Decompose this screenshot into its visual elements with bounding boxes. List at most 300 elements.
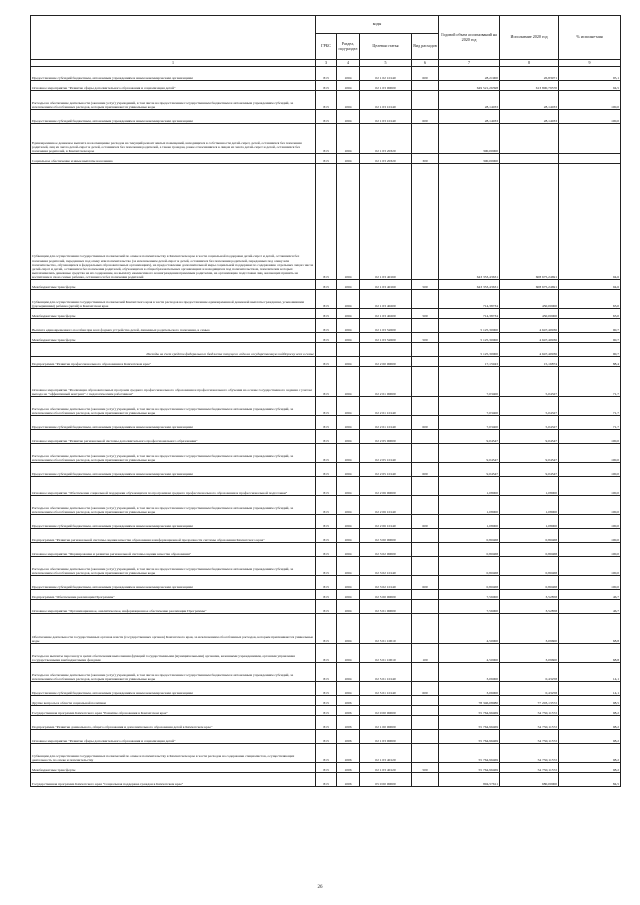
row-grbs: 813 xyxy=(316,81,337,91)
row-razdel: 1004 xyxy=(337,333,360,343)
row-name: Предоставление субсидий бюджетным, автономным учреждениям и иным некоммерческим организациям xyxy=(31,463,316,477)
table-row xyxy=(31,333,621,343)
row-fact: 9,04547 xyxy=(500,430,559,444)
row-razdel: 1004 xyxy=(337,477,360,496)
page-number: 26 xyxy=(317,885,323,890)
row-fact: 0,80468 xyxy=(500,543,559,557)
row-vid xyxy=(412,343,439,357)
row-target: 05 0 00 00000 xyxy=(360,773,412,787)
row-plan: 0,80468 xyxy=(439,543,500,557)
row-target: 02 1 03 40200 xyxy=(360,309,412,319)
table-row xyxy=(31,477,621,496)
table-row xyxy=(31,430,621,444)
row-plan: 300,00000 xyxy=(439,154,500,164)
row-fact: 613 800,79570 xyxy=(500,81,559,91)
row-pct: 14,1 xyxy=(559,663,621,682)
row-razdel: 1004 xyxy=(337,663,360,682)
row-fact: 0,80468 xyxy=(500,529,559,543)
row-fact: 0,43258 xyxy=(500,682,559,696)
row-grbs: 813 xyxy=(316,124,337,154)
row-pct: 63,0 xyxy=(559,290,621,309)
row-razdel: 1006 xyxy=(337,716,360,730)
row-target: 02 3 00 00000 xyxy=(360,529,412,543)
row-grbs: 813 xyxy=(316,644,337,663)
row-grbs: 813 xyxy=(316,280,337,290)
row-razdel: 1004 xyxy=(337,124,360,154)
row-pct: 90,7 xyxy=(559,319,621,333)
row-name: Субвенции для осуществления государственных полномочий Камчатского края в части расходов на предоставление единовременной денежной выплаты гражданам, усыновившим (удочерившим) ребенка (детей) в Камчатском крае xyxy=(31,290,316,309)
row-plan: 5 125,30000 xyxy=(439,343,500,357)
row-razdel: 1004 xyxy=(337,290,360,309)
row-vid xyxy=(412,696,439,706)
row-vid: 600 xyxy=(412,416,439,430)
row-target: 02 3 02 00000 xyxy=(360,543,412,557)
row-razdel: 1004 xyxy=(337,154,360,164)
table-row xyxy=(31,773,621,787)
table-row xyxy=(31,319,621,333)
row-pct: 100,0 xyxy=(559,557,621,576)
row-pct: 68,8 xyxy=(559,614,621,644)
row-vid xyxy=(412,614,439,644)
row-vid xyxy=(412,663,439,682)
row-target: 02 5 01 10140 xyxy=(360,682,412,696)
row-grbs: 813 xyxy=(316,430,337,444)
table-row xyxy=(31,124,621,154)
row-pct: 100,0 xyxy=(559,515,621,529)
index-cell: 5 xyxy=(360,60,412,67)
header-vid: Вид расходов xyxy=(412,34,439,60)
row-plan: 300,00000 xyxy=(439,124,500,154)
row-target: 02 2 06 10140 xyxy=(360,515,412,529)
row-vid: 500 xyxy=(412,309,439,319)
row-target: 02 1 03 40120 xyxy=(360,763,412,773)
row-grbs: 813 xyxy=(316,663,337,682)
row-target: 02 0 00 00000 xyxy=(360,706,412,716)
row-target: 02 3 02 10140 xyxy=(360,557,412,576)
row-vid xyxy=(412,744,439,763)
row-plan: 643 353,43631 xyxy=(439,164,500,280)
row-grbs: 813 xyxy=(316,367,337,397)
row-razdel: 1004 xyxy=(337,444,360,463)
row-pct xyxy=(559,124,621,154)
row-razdel xyxy=(337,343,360,357)
header-target: Целевая статья xyxy=(360,34,412,60)
row-fact: 0,80468 xyxy=(500,557,559,576)
row-pct: 68,8 xyxy=(559,644,621,663)
row-razdel: 1006 xyxy=(337,744,360,763)
table-row xyxy=(31,309,621,319)
row-fact: 1,08000 xyxy=(500,477,559,496)
row-fact: 608 675,24691 xyxy=(500,164,559,280)
row-name: Основное мероприятие "Организационное, аналитическое, информационное обеспечение реализации Программы" xyxy=(31,600,316,614)
row-target: 02 5 01 00000 xyxy=(360,600,412,614)
row-plan: 643 353,43631 xyxy=(439,280,500,290)
row-target: 02 5 01 10010 xyxy=(360,614,412,644)
row-razdel: 1006 xyxy=(337,696,360,706)
row-name: Субвенции для осуществления государственных полномочий по опеке и попечительству в Камчатском крае в части социальной поддержки детей-сирот и детей, оставшихся без попечения родителей, переданных под опеку или попечительство (за исключением детей-сирот и детей, оставшихся без попечения родителей, переданных под опеку или попечительство, обучающихся в федеральных образовательных организациях), на предоставление дополнительной меры социальной поддержки по содержанию отдельных лиц из числа детей-сирот и детей, оставшихся без попечения родителей, обучающихся в общеобразовательных организациях и находящихся под попечительством, попечителем которых выплачивались денежные средства на их содержание, на выплату ежемесячного вознаграждения приемным родителям, на организацию подготовки лиц, желающих принять на воспитание в свою семью ребенка, оставшегося без попечения родителей xyxy=(31,164,316,280)
row-target: 02 1 03 40120 xyxy=(360,744,412,763)
row-target: 02 1 03 10140 xyxy=(360,110,412,124)
row-plan: 17,15943 xyxy=(439,357,500,367)
row-name: Расходы на обеспечение деятельности (оказание услуг) учреждений, в том числе на предоставление государственным бюджетным и автономным учреждениям субсидий, за исключением обособленных расходов, которым присваиваются уникальные коды xyxy=(31,496,316,515)
row-grbs: 813 xyxy=(316,67,337,81)
row-vid: 600 xyxy=(412,110,439,124)
row-plan: 1,08000 xyxy=(439,496,500,515)
row-plan: 0,80468 xyxy=(439,557,500,576)
table-row xyxy=(31,644,621,663)
row-fact: 4 647,40936 xyxy=(500,343,559,357)
row-vid xyxy=(412,590,439,600)
index-cell: 8 xyxy=(500,60,559,67)
row-name: Межбюджетные трансферты xyxy=(31,280,316,290)
row-vid xyxy=(412,81,439,91)
row-target: 02 2 06 00000 xyxy=(360,477,412,496)
table-row xyxy=(31,91,621,110)
row-fact: 5,04327 xyxy=(500,416,559,430)
row-name: Основное мероприятие "Развитие региональной системы дополнительного профессионального образования" xyxy=(31,430,316,444)
row-pct: 46,7 xyxy=(559,590,621,600)
row-name: Предоставление субсидий бюджетным, автономным учреждениям и иным некоммерческим организациям xyxy=(31,515,316,529)
row-fact: 450,00000 xyxy=(500,290,559,309)
row-razdel: 1004 xyxy=(337,416,360,430)
table-row xyxy=(31,614,621,644)
header-codes: коды xyxy=(316,16,439,34)
row-target: 02 3 02 10140 xyxy=(360,576,412,590)
row-plan: 0,80468 xyxy=(439,529,500,543)
row-vid xyxy=(412,557,439,576)
row-vid xyxy=(412,91,439,110)
row-plan: 9,04547 xyxy=(439,430,500,444)
row-plan: 714,38734 xyxy=(439,309,500,319)
row-grbs: 813 xyxy=(316,716,337,730)
row-razdel: 1004 xyxy=(337,367,360,397)
row-target: 02 2 00 00000 xyxy=(360,357,412,367)
row-pct: 63,0 xyxy=(559,309,621,319)
row-plan: 0,80468 xyxy=(439,576,500,590)
table-row xyxy=(31,280,621,290)
row-pct: 90,7 xyxy=(559,333,621,343)
row-grbs: 813 xyxy=(316,110,337,124)
row-vid xyxy=(412,164,439,280)
row-name: Расходы на обеспечение деятельности (оказание услуг) учреждений, в том числе на предоставление государственным бюджетным и автономным учреждениям субсидий, за исключением обособленных расходов, которым присваиваются уникальные коды xyxy=(31,91,316,110)
row-vid xyxy=(412,319,439,333)
row-plan: 55 764,96469 xyxy=(439,730,500,744)
row-razdel: 1004 xyxy=(337,357,360,367)
row-target: 02 2 01 10140 xyxy=(360,397,412,416)
row-grbs: 813 xyxy=(316,357,337,367)
header-razdel: Раздел, под-раздел xyxy=(337,34,360,60)
row-target: 02 1 03 20320 xyxy=(360,124,412,154)
row-grbs: 813 xyxy=(316,477,337,496)
row-plan: 78 346,08080 xyxy=(439,696,500,706)
row-target: 02 1 00 00000 xyxy=(360,716,412,730)
table-row xyxy=(31,543,621,557)
row-plan: 28,14033 xyxy=(439,110,500,124)
row-target: 02 1 03 52600 xyxy=(360,333,412,343)
table-row xyxy=(31,154,621,164)
table-row xyxy=(31,463,621,477)
row-vid: 500 xyxy=(412,280,439,290)
row-pct: 14,1 xyxy=(559,682,621,696)
table-row xyxy=(31,663,621,682)
row-pct: 98,2 xyxy=(559,730,621,744)
row-target: 02 1 03 20320 xyxy=(360,154,412,164)
row-grbs: 813 xyxy=(316,730,337,744)
table-row xyxy=(31,557,621,576)
row-fact: 15,16874 xyxy=(500,357,559,367)
row-fact: 28,14033 xyxy=(500,110,559,124)
row-pct: 71,7 xyxy=(559,416,621,430)
row-fact: 4 647,40936 xyxy=(500,333,559,343)
row-plan: 714,38734 xyxy=(439,290,500,309)
budget-table-sheet xyxy=(30,15,620,787)
row-fact: 450,00000 xyxy=(500,309,559,319)
row-pct: 100,0 xyxy=(559,496,621,515)
row-razdel: 1004 xyxy=(337,430,360,444)
column-index-row xyxy=(31,60,621,67)
row-pct: 94,6 xyxy=(559,280,621,290)
header-grbs: ГРБС xyxy=(316,34,337,60)
table-row xyxy=(31,444,621,463)
row-grbs: 813 xyxy=(316,706,337,716)
row-vid xyxy=(412,397,439,416)
row-pct: 90,7 xyxy=(559,343,621,357)
row-fact: 1,08000 xyxy=(500,515,559,529)
row-vid xyxy=(412,773,439,787)
row-vid: 300 xyxy=(412,154,439,164)
row-target: 02 1 03 00000 xyxy=(360,730,412,744)
table-row xyxy=(31,397,621,416)
row-razdel: 1004 xyxy=(337,557,360,576)
row-vid: 600 xyxy=(412,463,439,477)
row-grbs: 813 xyxy=(316,309,337,319)
row-fact: 5,04327 xyxy=(500,367,559,397)
row-razdel: 1004 xyxy=(337,397,360,416)
row-grbs: 813 xyxy=(316,744,337,763)
row-plan: 7,03400 xyxy=(439,397,500,416)
row-target: 02 1 03 40160 xyxy=(360,280,412,290)
row-name: Социальное обеспечение и иные выплаты населению xyxy=(31,154,316,164)
row-razdel: 1004 xyxy=(337,600,360,614)
row-name: Государственная программа Камчатского края "Развитие образования в Камчатском крае" xyxy=(31,706,316,716)
row-fact: 0,43258 xyxy=(500,663,559,682)
index-cell: 1 xyxy=(31,60,316,67)
row-razdel: 1004 xyxy=(337,319,360,333)
table-row xyxy=(31,744,621,763)
index-cell: 6 xyxy=(412,60,439,67)
row-razdel: 1004 xyxy=(337,515,360,529)
row-pct xyxy=(559,154,621,164)
row-vid xyxy=(412,124,439,154)
row-pct: 84,5 xyxy=(559,773,621,787)
row-name: Предоставление субсидий бюджетным, автономным учреждениям и иным некоммерческим организациям xyxy=(31,682,316,696)
row-fact: 5,04327 xyxy=(500,397,559,416)
row-vid xyxy=(412,496,439,515)
table-body xyxy=(31,67,621,787)
row-name: Предоставление субсидий бюджетным, автономным учреждениям и иным некоммерческим организациям xyxy=(31,576,316,590)
row-plan: 4,50000 xyxy=(439,614,500,644)
row-fact: 54 750,11572 xyxy=(500,706,559,716)
row-pct: 95,1 xyxy=(559,67,621,81)
row-fact: 680,00000 xyxy=(500,773,559,787)
row-plan: 28,21900 xyxy=(439,67,500,81)
row-name: Субвенции для осуществления государственных полномочий по опеке и попечительству в Камчатском крае в части расходов на содержание специалистов, осуществляющих деятельность по опеке и попечительству xyxy=(31,744,316,763)
row-pct: 100,0 xyxy=(559,576,621,590)
row-fact: 54 750,11572 xyxy=(500,730,559,744)
row-pct: 98,5 xyxy=(559,696,621,706)
row-plan: 3,06000 xyxy=(439,682,500,696)
table-row xyxy=(31,81,621,91)
row-fact: 3,09600 xyxy=(500,644,559,663)
row-vid: 100 xyxy=(412,644,439,663)
row-plan: 7,56000 xyxy=(439,590,500,600)
row-fact xyxy=(500,154,559,164)
row-name: Основное мероприятие "Формирование и развитие региональной системы оценки качества образования" xyxy=(31,543,316,557)
index-cell: 7 xyxy=(439,60,500,67)
row-plan: 3,06000 xyxy=(439,663,500,682)
row-pct: 98,2 xyxy=(559,706,621,716)
row-plan: 5 125,30000 xyxy=(439,333,500,343)
row-vid xyxy=(412,706,439,716)
row-pct: 88,4 xyxy=(559,357,621,367)
row-pct: 71,7 xyxy=(559,367,621,397)
row-target: 02 5 01 10140 xyxy=(360,663,412,682)
row-vid: 600 xyxy=(412,576,439,590)
row-target: 02 1 03 40200 xyxy=(360,290,412,309)
row-target: 02 2 01 00000 xyxy=(360,367,412,397)
row-plan: 1,08000 xyxy=(439,515,500,529)
row-pct: 46,7 xyxy=(559,600,621,614)
row-plan: 7,03400 xyxy=(439,416,500,430)
row-plan: 9,04547 xyxy=(439,463,500,477)
table-row xyxy=(31,730,621,744)
row-plan: 5 125,30000 xyxy=(439,319,500,333)
index-cell: 3 xyxy=(316,60,337,67)
row-name: Основное мероприятие "Реализация образовательных программ среднего профессионального образования и профессионального обучения на основе государственного задания с учетом выхода на "эффективный контракт" с педагогическим работником" xyxy=(31,367,316,397)
row-vid xyxy=(412,529,439,543)
row-target: 02 2 01 10140 xyxy=(360,416,412,430)
row-razdel: 1004 xyxy=(337,309,360,319)
row-vid: 600 xyxy=(412,515,439,529)
row-razdel: 1004 xyxy=(337,164,360,280)
row-pct: 71,7 xyxy=(559,397,621,416)
row-plan: 4,50000 xyxy=(439,644,500,663)
row-vid xyxy=(412,543,439,557)
row-pct: 100,0 xyxy=(559,110,621,124)
row-razdel: 1006 xyxy=(337,706,360,716)
row-target xyxy=(360,343,412,357)
row-target: 02 1 03 52600 xyxy=(360,319,412,333)
table-row xyxy=(31,164,621,280)
row-name: Межбюджетные трансферты xyxy=(31,309,316,319)
row-razdel: 1004 xyxy=(337,280,360,290)
header-pct: % исполне-ния xyxy=(559,16,621,60)
row-name: Подпрограмма "Развитие профессионального образования в Камчатском крае" xyxy=(31,357,316,367)
row-grbs: 813 xyxy=(316,333,337,343)
row-razdel: 1004 xyxy=(337,67,360,81)
row-grbs: 813 xyxy=(316,463,337,477)
header-name-cell xyxy=(31,16,316,60)
row-pct: 98,2 xyxy=(559,744,621,763)
row-plan: 649 521,26398 xyxy=(439,81,500,91)
row-pct: 100,0 xyxy=(559,477,621,496)
row-plan: 7,03400 xyxy=(439,367,500,397)
row-razdel: 1004 xyxy=(337,543,360,557)
row-fact: 28,14033 xyxy=(500,91,559,110)
table-row xyxy=(31,496,621,515)
row-fact: 54 750,11572 xyxy=(500,763,559,773)
row-razdel: 1004 xyxy=(337,529,360,543)
row-name: Обеспечение деятельности государственных органов власти (государственных органов) Камчатского края, за исключением обособленных расходов, которым присваиваются уникальные коды xyxy=(31,614,316,644)
row-grbs: 813 xyxy=(316,91,337,110)
budget-table xyxy=(30,15,621,787)
row-razdel: 1006 xyxy=(337,730,360,744)
row-target: 02 2 05 10140 xyxy=(360,463,412,477)
row-plan: 55 764,96469 xyxy=(439,716,500,730)
row-name: Другие вопросы в области социальной политики xyxy=(31,696,316,706)
row-plan: 55 764,96469 xyxy=(439,706,500,716)
header-annual: Годовой объем ассигнований на 2020 год xyxy=(439,16,500,60)
row-target: 02 1 03 00000 xyxy=(360,81,412,91)
row-fact: 9,04547 xyxy=(500,444,559,463)
row-plan: 7,56000 xyxy=(439,600,500,614)
table-row xyxy=(31,67,621,81)
row-vid xyxy=(412,730,439,744)
row-grbs: 813 xyxy=(316,543,337,557)
row-name: Подпрограмма "Развитие региональной системы оценки качества образования и информационной прозрачности системы образования Камчатского края" xyxy=(31,529,316,543)
row-vid xyxy=(412,600,439,614)
row-plan: 55 764,96469 xyxy=(439,763,500,773)
row-grbs: 813 xyxy=(316,319,337,333)
row-name: Расходы за счет средств федерального бюджета текущего года на государственную поддержку всех в семье xyxy=(31,343,316,357)
row-razdel: 1006 xyxy=(337,763,360,773)
row-target: 02 2 05 00000 xyxy=(360,430,412,444)
row-pct: 100,0 xyxy=(559,529,621,543)
row-vid xyxy=(412,444,439,463)
table-row xyxy=(31,110,621,124)
row-grbs: 813 xyxy=(316,515,337,529)
row-vid xyxy=(412,430,439,444)
row-fact: 26,83971 xyxy=(500,67,559,81)
row-pct: 98,2 xyxy=(559,716,621,730)
table-row xyxy=(31,416,621,430)
row-name: Межбюджетные трансферты xyxy=(31,763,316,773)
index-cell: 9 xyxy=(559,60,621,67)
row-fact: 54 750,11572 xyxy=(500,716,559,730)
row-name: Предоставление субсидий бюджетным, автономным учреждениям и иным некоммерческим организациям xyxy=(31,416,316,430)
row-fact: 1,08000 xyxy=(500,496,559,515)
row-fact: 9,04547 xyxy=(500,463,559,477)
row-grbs: 813 xyxy=(316,164,337,280)
row-pct: 98,2 xyxy=(559,763,621,773)
row-plan: 28,14033 xyxy=(439,91,500,110)
table-row xyxy=(31,515,621,529)
header-exec: Исполнение 2020 год xyxy=(500,16,559,60)
table-row xyxy=(31,682,621,696)
row-name: Основное мероприятие "Развитие сферы дополнительного образования и социализация детей" xyxy=(31,81,316,91)
row-name: Расходы на обеспечение деятельности (оказание услуг) учреждений, в том числе на предоставление государственным бюджетным и автономным учреждениям субсидий, за исключением обособленных расходов, которым присваиваются уникальные коды xyxy=(31,557,316,576)
row-grbs: 813 xyxy=(316,696,337,706)
row-pct: 100,0 xyxy=(559,91,621,110)
row-fact xyxy=(500,124,559,154)
row-plan: 9,04547 xyxy=(439,444,500,463)
row-grbs: 813 xyxy=(316,397,337,416)
table-row xyxy=(31,716,621,730)
row-fact: 0,80468 xyxy=(500,576,559,590)
row-razdel: 1004 xyxy=(337,644,360,663)
table-row xyxy=(31,529,621,543)
row-vid xyxy=(412,477,439,496)
